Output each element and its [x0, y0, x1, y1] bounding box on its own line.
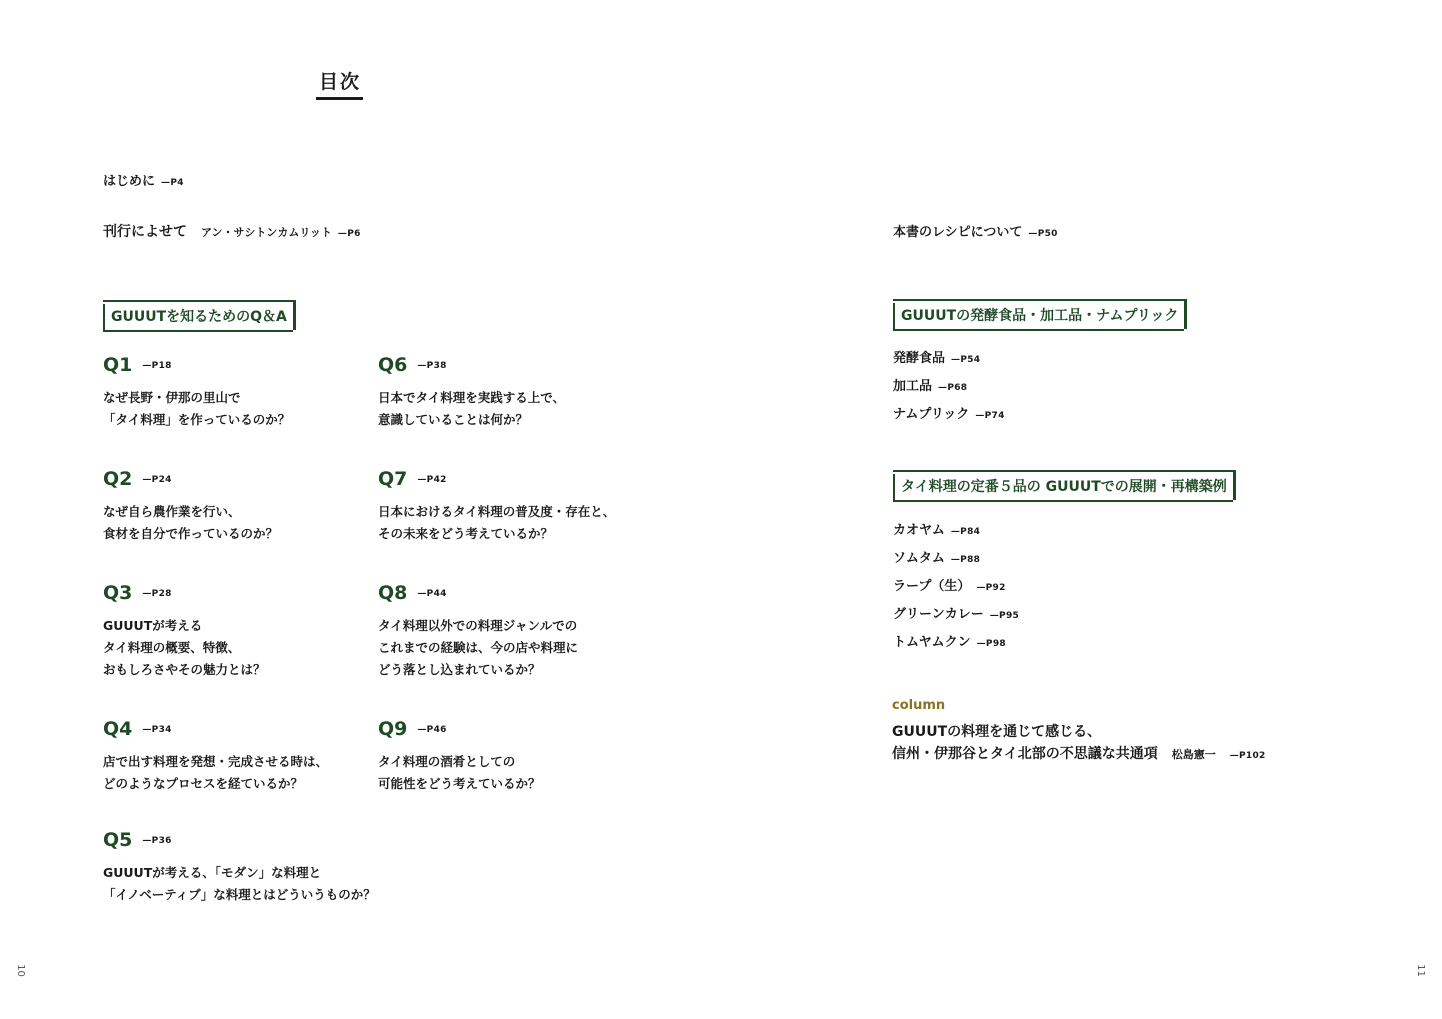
page-ref: —P28 — [142, 589, 172, 599]
question-line: 食材を自分で作っているのか？ — [103, 526, 279, 541]
column-title-line: 信州・伊那谷とタイ北部の不思議な共通項 — [892, 746, 1158, 762]
question-line: タイ料理の概要、特徴、 — [103, 640, 241, 655]
page-ref: —P24 — [142, 475, 172, 485]
page-ref: —P46 — [417, 725, 447, 735]
entry-label: ラープ（生） — [893, 579, 971, 594]
question-q3[interactable] — [103, 582, 266, 681]
question-line: その未来をどう考えているか？ — [378, 526, 554, 541]
question-line: 意識していることは何か？ — [378, 412, 529, 427]
question-number: Q1 — [103, 354, 133, 376]
question-line: 可能性をどう考えているか？ — [378, 776, 541, 791]
toc-entry-recipes-note[interactable] — [893, 224, 1058, 243]
question-line: どう落とし込まれているか？ — [378, 662, 541, 677]
question-number: Q8 — [378, 582, 408, 604]
column-title-line: GUUUTの料理を通じて感じる、 — [892, 724, 1102, 740]
page-ref: —P84 — [950, 527, 981, 537]
page-ref: —P102 — [1229, 751, 1266, 761]
question-line: これまでの経験は、今の店や料理に — [378, 640, 579, 655]
question-line: 店で出す料理を発想・完成させる時は、 — [103, 754, 329, 769]
question-number: Q3 — [103, 582, 133, 604]
page-ref: —P68 — [938, 383, 968, 393]
question-line: タイ料理の酒肴としての — [378, 754, 516, 769]
page-ref: —P36 — [142, 836, 172, 846]
page-ref: —P38 — [417, 361, 447, 371]
question-q2[interactable] — [103, 468, 278, 545]
entry-author: アン・サシトンカムリット — [201, 226, 332, 239]
entry-label: 本書のレシピについて — [893, 225, 1023, 240]
question-line: タイ料理以外での料理ジャンルでの — [378, 618, 578, 633]
question-line: なぜ自ら農作業を行い、 — [103, 504, 241, 519]
question-line: 日本におけるタイ料理の普及度・存在と、 — [378, 504, 616, 519]
page-ref: —P42 — [417, 475, 447, 485]
page-number-left: 10 — [14, 964, 26, 977]
question-q6[interactable] — [378, 354, 565, 431]
toc-entry-foreword[interactable] — [103, 223, 361, 243]
toc-entry-classic-4[interactable] — [893, 606, 1019, 625]
page-ref: —P18 — [142, 361, 172, 371]
toc-entry-intro[interactable] — [103, 173, 184, 192]
page-ref: —P74 — [975, 411, 1005, 421]
question-q8[interactable] — [378, 582, 578, 681]
page-ref: —P95 — [989, 611, 1020, 621]
question-line: 「タイ料理」を作っているのか？ — [103, 412, 291, 427]
question-line: GUUUTが考える — [103, 618, 203, 633]
page-ref: —P54 — [951, 355, 981, 365]
question-number: Q7 — [378, 468, 408, 490]
entry-label: ソムタム — [893, 551, 945, 566]
question-number: Q6 — [378, 354, 408, 376]
section-header-ferment: GUUUTの発酵食品・加工品・ナムプリック — [893, 303, 1184, 331]
toc-entry-classic-2[interactable] — [893, 550, 980, 569]
page-ref: —P98 — [976, 639, 1006, 649]
page-ref: —P92 — [976, 583, 1006, 593]
toc-entry-ferment-3[interactable] — [893, 406, 1005, 425]
toc-entry-ferment-2[interactable] — [893, 378, 967, 397]
page-ref: —P44 — [417, 589, 447, 599]
question-number: Q9 — [378, 718, 408, 740]
page-ref: —P50 — [1028, 229, 1058, 239]
toc-entry-column[interactable] — [892, 721, 1266, 767]
question-line: 「イノベーティブ」な料理とはどういうものか？ — [103, 887, 376, 902]
question-line: 日本でタイ料理を実践する上で、 — [378, 390, 566, 405]
toc-entry-classic-3[interactable] — [893, 578, 1006, 597]
entry-label: 加工品 — [893, 379, 933, 394]
question-number: Q4 — [103, 718, 133, 740]
page-ref: —P6 — [337, 229, 361, 239]
page-title: 目次 — [316, 70, 363, 100]
section-header-qa: GUUUTを知るためのQ＆A — [103, 304, 293, 332]
question-q5[interactable] — [103, 829, 376, 906]
entry-author: 松島憲一 — [1171, 748, 1216, 761]
section-header-classic: タイ料理の定番５品の GUUUTでの展開・再構築例 — [893, 474, 1233, 502]
entry-label: グリーンカレー — [893, 607, 984, 622]
question-line: GUUUTが考える、「モダン」な料理と — [103, 865, 322, 880]
question-line: どのようなプロセスを経ているか？ — [103, 776, 304, 791]
question-q7[interactable] — [378, 468, 615, 545]
toc-entry-classic-1[interactable] — [893, 522, 980, 541]
question-q4[interactable] — [103, 718, 328, 795]
page-ref: —P34 — [142, 725, 172, 735]
question-q1[interactable] — [103, 354, 290, 431]
question-number: Q5 — [103, 829, 133, 851]
question-line: おもしろさやその魅力とは？ — [103, 662, 266, 677]
question-number: Q2 — [103, 468, 133, 490]
entry-label: はじめに — [103, 174, 156, 189]
question-q9[interactable] — [378, 718, 541, 795]
toc-entry-classic-5[interactable] — [893, 634, 1006, 653]
entry-label: ナムプリック — [893, 407, 970, 422]
page-ref: —P88 — [950, 555, 981, 565]
entry-label: 刊行によせて — [103, 224, 187, 240]
entry-label: トムヤムクン — [893, 635, 971, 650]
page-ref: —P4 — [161, 178, 184, 188]
entry-label: 発酵食品 — [893, 351, 946, 366]
question-line: なぜ長野・伊那の里山で — [103, 390, 241, 405]
entry-label: カオヤム — [893, 523, 945, 538]
column-label: column — [892, 698, 946, 713]
toc-entry-ferment-1[interactable] — [893, 350, 980, 369]
page-number-right: 11 — [1414, 964, 1426, 977]
